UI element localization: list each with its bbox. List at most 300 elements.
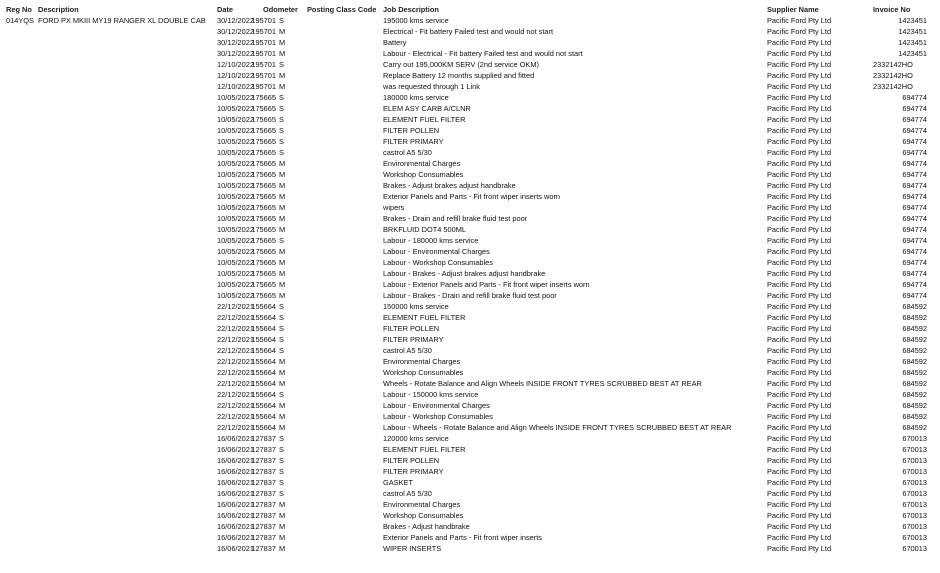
- invoice-cell: 2332142HO: [873, 60, 913, 69]
- job-description-cell: Labour - 180000 kms service: [383, 236, 479, 245]
- job-description-cell: Workshop Consumables: [383, 511, 464, 520]
- supplier-cell: Pacific Ford Pty Ltd: [767, 60, 832, 69]
- date-cell: 16/06/2021: [217, 511, 254, 520]
- date-cell: 10/05/2022: [217, 126, 254, 135]
- job-description-cell: Environmental Charges: [383, 357, 461, 366]
- supplier-cell: Pacific Ford Pty Ltd: [767, 346, 832, 355]
- odometer-cell: 155664: [251, 379, 276, 388]
- date-cell: 16/06/2021: [217, 522, 254, 531]
- posting-class-cell: M: [279, 522, 286, 531]
- odometer-cell: 127837: [251, 478, 276, 487]
- odometer-cell: 175665: [251, 291, 276, 300]
- invoice-cell: 694774: [902, 137, 927, 146]
- table-row: [0, 499, 940, 510]
- date-cell: 22/12/2021: [217, 302, 254, 311]
- odometer-cell: 195701: [251, 71, 276, 80]
- date-cell: 10/05/2022: [217, 225, 254, 234]
- odometer-cell: 175665: [251, 258, 276, 267]
- table-row: [0, 114, 940, 125]
- supplier-cell: Pacific Ford Pty Ltd: [767, 137, 832, 146]
- table-row: [0, 290, 940, 301]
- supplier-cell: Pacific Ford Pty Ltd: [767, 225, 832, 234]
- job-description-cell: Labour - Workshop Consumables: [383, 412, 493, 421]
- table-row: [0, 169, 940, 180]
- odometer-cell: 127837: [251, 445, 276, 454]
- date-cell: 22/12/2021: [217, 313, 254, 322]
- job-description-cell: Labour - Workshop Consumables: [383, 258, 493, 267]
- posting-class-cell: M: [279, 214, 286, 223]
- table-row: [0, 37, 940, 48]
- date-cell: 16/06/2021: [217, 478, 254, 487]
- odometer-cell: 175665: [251, 280, 276, 289]
- posting-class-cell: S: [279, 236, 284, 245]
- job-description-cell: Workshop Consumables: [383, 368, 464, 377]
- table-row: [0, 191, 940, 202]
- job-description-cell: Carry out 195,000KM SERV (2nd service OKM): [383, 60, 539, 69]
- table-row: [0, 202, 940, 213]
- date-cell: 22/12/2021: [217, 346, 254, 355]
- supplier-cell: Pacific Ford Pty Ltd: [767, 478, 832, 487]
- supplier-cell: Pacific Ford Pty Ltd: [767, 522, 832, 531]
- invoice-cell: 684592: [902, 368, 927, 377]
- job-description-cell: FILTER PRIMARY: [383, 137, 444, 146]
- job-description-cell: GASKET: [383, 478, 413, 487]
- odometer-cell: 195701: [251, 38, 276, 47]
- posting-class-cell: M: [279, 247, 286, 256]
- table-row: [0, 345, 940, 356]
- odometer-cell: 175665: [251, 225, 276, 234]
- table-row: [0, 444, 940, 455]
- table-row: [0, 26, 940, 37]
- supplier-cell: Pacific Ford Pty Ltd: [767, 159, 832, 168]
- date-cell: 16/06/2021: [217, 533, 254, 542]
- table-row: [0, 257, 940, 268]
- supplier-cell: Pacific Ford Pty Ltd: [767, 236, 832, 245]
- job-description-cell: was requested through 1 Link: [383, 82, 480, 91]
- invoice-cell: 694774: [902, 192, 927, 201]
- date-cell: 16/06/2021: [217, 445, 254, 454]
- job-description-cell: Environmental Charges: [383, 500, 461, 509]
- invoice-cell: 694774: [902, 247, 927, 256]
- table-row: [0, 477, 940, 488]
- invoice-cell: 670013: [902, 434, 927, 443]
- job-description-cell: Labour - 150000 kms service: [383, 390, 479, 399]
- job-description-cell: WIPER INSERTS: [383, 544, 442, 553]
- date-cell: 12/10/2022: [217, 71, 254, 80]
- odometer-cell: 127837: [251, 500, 276, 509]
- invoice-cell: 694774: [902, 269, 927, 278]
- invoice-cell: 2332142HO: [873, 82, 913, 91]
- job-description-cell: Wheels - Rotate Balance and Align Wheels INSIDE FRONT TYRES SCRUBBED BEST AT REAR: [383, 379, 702, 388]
- job-description-cell: Exterior Panels and Parts - Fit front wiper inserts: [383, 533, 542, 542]
- date-cell: 10/05/2022: [217, 170, 254, 179]
- job-description-cell: Labour - Environmental Charges: [383, 401, 490, 410]
- table-row: [0, 92, 940, 103]
- job-description-cell: FILTER PRIMARY: [383, 467, 444, 476]
- table-row: [0, 510, 940, 521]
- posting-class-cell: S: [279, 456, 284, 465]
- odometer-cell: 195701: [251, 60, 276, 69]
- date-cell: 22/12/2021: [217, 379, 254, 388]
- job-description-cell: castrol A5 5/30: [383, 346, 432, 355]
- posting-class-cell: S: [279, 489, 284, 498]
- odometer-cell: 175665: [251, 137, 276, 146]
- odometer-cell: 195701: [251, 49, 276, 58]
- odometer-cell: 155664: [251, 313, 276, 322]
- date-cell: 30/12/2022: [217, 27, 254, 36]
- table-row: [0, 213, 940, 224]
- reg-no-cell: 014YQS: [6, 16, 34, 25]
- posting-class-cell: S: [279, 115, 284, 124]
- table-row: [0, 334, 940, 345]
- odometer-cell: 155664: [251, 412, 276, 421]
- posting-class-cell: M: [279, 159, 286, 168]
- odometer-cell: 175665: [251, 93, 276, 102]
- odometer-cell: 175665: [251, 159, 276, 168]
- header-supplier-name: Supplier Name: [767, 5, 819, 14]
- table-row: [0, 521, 940, 532]
- posting-class-cell: M: [279, 192, 286, 201]
- supplier-cell: Pacific Ford Pty Ltd: [767, 500, 832, 509]
- job-description-cell: 120000 kms service: [383, 434, 449, 443]
- invoice-cell: 684592: [902, 423, 927, 432]
- odometer-cell: 195701: [251, 27, 276, 36]
- supplier-cell: Pacific Ford Pty Ltd: [767, 456, 832, 465]
- vehicle-description-cell: FORD PX MKIII MY19 RANGER XL DOUBLE CAB: [38, 16, 206, 25]
- invoice-cell: 1423451: [898, 27, 927, 36]
- supplier-cell: Pacific Ford Pty Ltd: [767, 390, 832, 399]
- odometer-cell: 175665: [251, 170, 276, 179]
- supplier-cell: Pacific Ford Pty Ltd: [767, 511, 832, 520]
- posting-class-cell: S: [279, 16, 284, 25]
- table-row: [0, 532, 940, 543]
- posting-class-cell: M: [279, 203, 286, 212]
- date-cell: 16/06/2021: [217, 467, 254, 476]
- supplier-cell: Pacific Ford Pty Ltd: [767, 104, 832, 113]
- invoice-cell: 684592: [902, 401, 927, 410]
- table-row: [0, 158, 940, 169]
- odometer-cell: 175665: [251, 247, 276, 256]
- odometer-cell: 175665: [251, 203, 276, 212]
- table-row: [0, 180, 940, 191]
- header-description: Description: [38, 5, 79, 14]
- table-row: [0, 367, 940, 378]
- supplier-cell: Pacific Ford Pty Ltd: [767, 71, 832, 80]
- invoice-cell: 684592: [902, 324, 927, 333]
- odometer-cell: 127837: [251, 489, 276, 498]
- odometer-cell: 155664: [251, 346, 276, 355]
- posting-class-cell: S: [279, 313, 284, 322]
- job-description-cell: Replace Battery 12 months supplied and fitted: [383, 71, 535, 80]
- posting-class-cell: S: [279, 324, 284, 333]
- table-row: [0, 279, 940, 290]
- posting-class-cell: M: [279, 258, 286, 267]
- invoice-cell: 670013: [902, 511, 927, 520]
- job-description-cell: BRKFLUID DOT4 500ML: [383, 225, 466, 234]
- header-posting-class-code: Posting Class Code: [307, 5, 377, 14]
- supplier-cell: Pacific Ford Pty Ltd: [767, 148, 832, 157]
- posting-class-cell: M: [279, 269, 286, 278]
- invoice-cell: 694774: [902, 159, 927, 168]
- invoice-cell: 1423451: [898, 49, 927, 58]
- invoice-cell: 684592: [902, 335, 927, 344]
- odometer-cell: 127837: [251, 434, 276, 443]
- date-cell: 10/05/2022: [217, 115, 254, 124]
- odometer-cell: 175665: [251, 181, 276, 190]
- odometer-cell: 155664: [251, 335, 276, 344]
- invoice-cell: 684592: [902, 390, 927, 399]
- supplier-cell: Pacific Ford Pty Ltd: [767, 27, 832, 36]
- table-row: [0, 356, 940, 367]
- odometer-cell: 127837: [251, 522, 276, 531]
- posting-class-cell: M: [279, 401, 286, 410]
- table-row: [0, 411, 940, 422]
- posting-class-cell: M: [279, 82, 286, 91]
- job-description-cell: Workshop Consumables: [383, 170, 464, 179]
- header-job-description: Job Description: [383, 5, 439, 14]
- table-row: [0, 323, 940, 334]
- posting-class-cell: M: [279, 225, 286, 234]
- date-cell: 16/06/2021: [217, 456, 254, 465]
- table-row: [0, 147, 940, 158]
- posting-class-cell: M: [279, 511, 286, 520]
- job-description-cell: wipers: [383, 203, 405, 212]
- odometer-cell: 175665: [251, 214, 276, 223]
- odometer-cell: 155664: [251, 368, 276, 377]
- odometer-cell: 155664: [251, 390, 276, 399]
- invoice-cell: 670013: [902, 467, 927, 476]
- date-cell: 10/05/2022: [217, 104, 254, 113]
- date-cell: 10/05/2022: [217, 159, 254, 168]
- job-description-cell: Labour - Brakes - Drain and refill brake fluid test poor: [383, 291, 557, 300]
- table-row: [0, 136, 940, 147]
- date-cell: 10/05/2022: [217, 258, 254, 267]
- posting-class-cell: S: [279, 346, 284, 355]
- job-description-cell: 180000 kms service: [383, 93, 449, 102]
- supplier-cell: Pacific Ford Pty Ltd: [767, 302, 832, 311]
- supplier-cell: Pacific Ford Pty Ltd: [767, 49, 832, 58]
- supplier-cell: Pacific Ford Pty Ltd: [767, 445, 832, 454]
- job-description-cell: Labour - Wheels - Rotate Balance and Align Wheels INSIDE FRONT TYRES SCRUBBED BEST AT REAR: [383, 423, 732, 432]
- job-description-cell: Labour - Electrical - Fit battery Failed test and would not start: [383, 49, 583, 58]
- job-description-cell: FILTER PRIMARY: [383, 335, 444, 344]
- table-row: [0, 70, 940, 81]
- date-cell: 10/05/2022: [217, 269, 254, 278]
- job-description-cell: FILTER POLLEN: [383, 456, 440, 465]
- supplier-cell: Pacific Ford Pty Ltd: [767, 269, 832, 278]
- invoice-cell: 694774: [902, 148, 927, 157]
- table-row: [0, 488, 940, 499]
- invoice-cell: 684592: [902, 302, 927, 311]
- job-description-cell: Environmental Charges: [383, 159, 461, 168]
- posting-class-cell: M: [279, 71, 286, 80]
- date-cell: 22/12/2021: [217, 423, 254, 432]
- header-row: [0, 4, 940, 15]
- posting-class-cell: S: [279, 390, 284, 399]
- job-description-cell: ELEMENT FUEL FILTER: [383, 445, 466, 454]
- posting-class-cell: M: [279, 357, 286, 366]
- job-description-cell: Battery: [383, 38, 407, 47]
- posting-class-cell: S: [279, 445, 284, 454]
- posting-class-cell: S: [279, 335, 284, 344]
- odometer-cell: 155664: [251, 357, 276, 366]
- odometer-cell: 195701: [251, 16, 276, 25]
- supplier-cell: Pacific Ford Pty Ltd: [767, 38, 832, 47]
- invoice-cell: 670013: [902, 522, 927, 531]
- posting-class-cell: M: [279, 181, 286, 190]
- date-cell: 30/12/2022: [217, 16, 254, 25]
- odometer-cell: 127837: [251, 533, 276, 542]
- date-cell: 22/12/2021: [217, 390, 254, 399]
- date-cell: 30/12/2022: [217, 38, 254, 47]
- posting-class-cell: S: [279, 434, 284, 443]
- invoice-cell: 684592: [902, 313, 927, 322]
- supplier-cell: Pacific Ford Pty Ltd: [767, 533, 832, 542]
- supplier-cell: Pacific Ford Pty Ltd: [767, 16, 832, 25]
- table-row: [0, 48, 940, 59]
- invoice-cell: 694774: [902, 236, 927, 245]
- invoice-cell: 684592: [902, 379, 927, 388]
- job-description-cell: FILTER POLLEN: [383, 324, 440, 333]
- job-description-cell: Exterior Panels and Parts - Fit front wiper inserts worn: [383, 192, 561, 201]
- odometer-cell: 127837: [251, 467, 276, 476]
- table-row: [0, 59, 940, 70]
- invoice-cell: 694774: [902, 104, 927, 113]
- date-cell: 16/06/2021: [217, 544, 254, 553]
- table-row: [0, 301, 940, 312]
- table-row: [0, 389, 940, 400]
- invoice-cell: 670013: [902, 456, 927, 465]
- invoice-cell: 670013: [902, 478, 927, 487]
- supplier-cell: Pacific Ford Pty Ltd: [767, 93, 832, 102]
- odometer-cell: 127837: [251, 511, 276, 520]
- table-row: [0, 466, 940, 477]
- date-cell: 10/05/2022: [217, 148, 254, 157]
- table-row: [0, 378, 940, 389]
- invoice-cell: 670013: [902, 489, 927, 498]
- invoice-cell: 694774: [902, 115, 927, 124]
- posting-class-cell: M: [279, 544, 286, 553]
- invoice-cell: 2332142HO: [873, 71, 913, 80]
- job-description-cell: Labour - Exterior Panels and Parts - Fit front wiper inserts worn: [383, 280, 590, 289]
- odometer-cell: 155664: [251, 423, 276, 432]
- table-row: [0, 235, 940, 246]
- job-description-cell: castrol A5 5/30: [383, 148, 432, 157]
- job-description-cell: FILTER POLLEN: [383, 126, 440, 135]
- table-row: [0, 422, 940, 433]
- odometer-cell: 155664: [251, 324, 276, 333]
- table-row: [0, 103, 940, 114]
- invoice-cell: 694774: [902, 203, 927, 212]
- job-description-cell: Brakes - Adjust handbrake: [383, 522, 470, 531]
- date-cell: 30/12/2022: [217, 49, 254, 58]
- date-cell: 22/12/2021: [217, 324, 254, 333]
- odometer-cell: 127837: [251, 456, 276, 465]
- date-cell: 10/05/2022: [217, 214, 254, 223]
- odometer-cell: 175665: [251, 104, 276, 113]
- invoice-cell: 694774: [902, 280, 927, 289]
- supplier-cell: Pacific Ford Pty Ltd: [767, 258, 832, 267]
- table-row: [0, 81, 940, 92]
- invoice-cell: 694774: [902, 93, 927, 102]
- posting-class-cell: S: [279, 148, 284, 157]
- invoice-cell: 670013: [902, 445, 927, 454]
- table-row: [0, 400, 940, 411]
- supplier-cell: Pacific Ford Pty Ltd: [767, 82, 832, 91]
- odometer-cell: 175665: [251, 115, 276, 124]
- posting-class-cell: M: [279, 291, 286, 300]
- posting-class-cell: M: [279, 170, 286, 179]
- invoice-cell: 694774: [902, 181, 927, 190]
- invoice-cell: 670013: [902, 544, 927, 553]
- date-cell: 12/10/2022: [217, 60, 254, 69]
- posting-class-cell: S: [279, 126, 284, 135]
- posting-class-cell: M: [279, 368, 286, 377]
- posting-class-cell: M: [279, 500, 286, 509]
- date-cell: 10/05/2022: [217, 192, 254, 201]
- supplier-cell: Pacific Ford Pty Ltd: [767, 324, 832, 333]
- job-description-cell: 195000 kms service: [383, 16, 449, 25]
- supplier-cell: Pacific Ford Pty Ltd: [767, 401, 832, 410]
- job-description-cell: Brakes - Drain and refill brake fluid test poor: [383, 214, 528, 223]
- posting-class-cell: S: [279, 93, 284, 102]
- date-cell: 10/05/2022: [217, 203, 254, 212]
- posting-class-cell: M: [279, 27, 286, 36]
- table-row: [0, 433, 940, 444]
- table-row: [0, 268, 940, 279]
- supplier-cell: Pacific Ford Pty Ltd: [767, 115, 832, 124]
- supplier-cell: Pacific Ford Pty Ltd: [767, 379, 832, 388]
- invoice-cell: 670013: [902, 500, 927, 509]
- job-description-cell: ELEMENT FUEL FILTER: [383, 313, 466, 322]
- job-description-cell: Labour - Environmental Charges: [383, 247, 490, 256]
- posting-class-cell: S: [279, 302, 284, 311]
- supplier-cell: Pacific Ford Pty Ltd: [767, 214, 832, 223]
- supplier-cell: Pacific Ford Pty Ltd: [767, 368, 832, 377]
- invoice-cell: 694774: [902, 214, 927, 223]
- date-cell: 10/05/2022: [217, 280, 254, 289]
- invoice-cell: 694774: [902, 258, 927, 267]
- date-cell: 22/12/2021: [217, 368, 254, 377]
- posting-class-cell: S: [279, 60, 284, 69]
- table-row: [0, 246, 940, 257]
- date-cell: 10/05/2022: [217, 93, 254, 102]
- odometer-cell: 155664: [251, 302, 276, 311]
- date-cell: 16/06/2021: [217, 489, 254, 498]
- date-cell: 10/05/2022: [217, 181, 254, 190]
- posting-class-cell: S: [279, 478, 284, 487]
- invoice-cell: 694774: [902, 291, 927, 300]
- posting-class-cell: S: [279, 137, 284, 146]
- supplier-cell: Pacific Ford Pty Ltd: [767, 313, 832, 322]
- table-row: [0, 15, 940, 26]
- table-row: [0, 543, 940, 554]
- job-description-cell: ELEM ASY CARB A/CLNR: [383, 104, 471, 113]
- invoice-cell: 694774: [902, 225, 927, 234]
- posting-class-cell: M: [279, 533, 286, 542]
- date-cell: 16/06/2021: [217, 500, 254, 509]
- odometer-cell: 175665: [251, 126, 276, 135]
- posting-class-cell: M: [279, 412, 286, 421]
- supplier-cell: Pacific Ford Pty Ltd: [767, 335, 832, 344]
- odometer-cell: 175665: [251, 269, 276, 278]
- header-reg-no: Reg No: [6, 5, 32, 14]
- invoice-cell: 694774: [902, 126, 927, 135]
- supplier-cell: Pacific Ford Pty Ltd: [767, 280, 832, 289]
- supplier-cell: Pacific Ford Pty Ltd: [767, 434, 832, 443]
- supplier-cell: Pacific Ford Pty Ltd: [767, 423, 832, 432]
- supplier-cell: Pacific Ford Pty Ltd: [767, 203, 832, 212]
